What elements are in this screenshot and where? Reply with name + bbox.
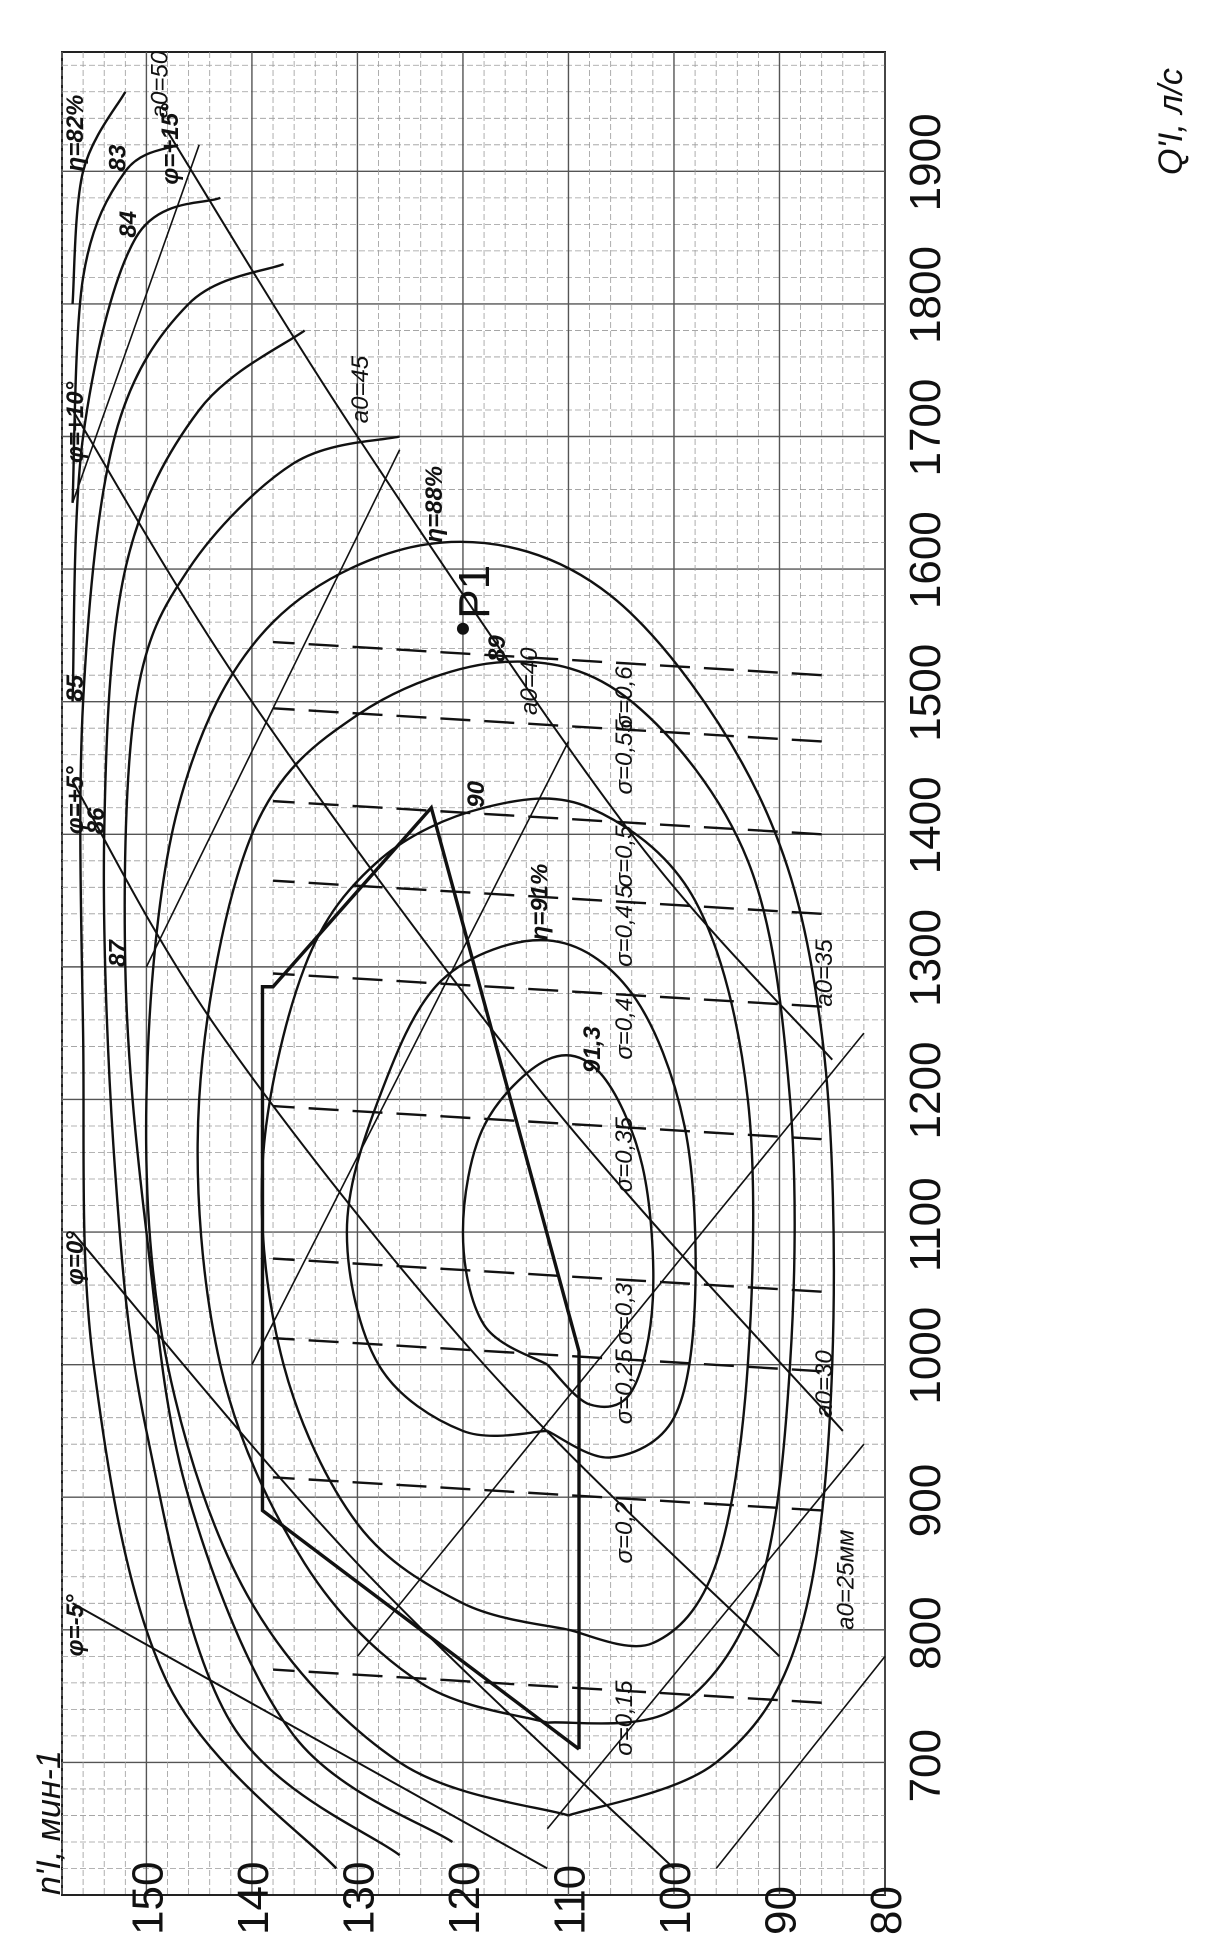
x-tick-label: 1700: [901, 378, 950, 477]
opening-line-label: a0=50: [146, 50, 174, 119]
efficiency-contour-label: 86: [83, 807, 111, 835]
x-tick-label: 1900: [901, 113, 950, 212]
y-tick-label: 90: [756, 1886, 806, 1935]
opening-line-label: a0=40: [515, 647, 543, 715]
x-tick-label: 900: [901, 1463, 950, 1538]
efficiency-contour-label: 87: [104, 940, 132, 967]
sigma-line-label: σ=0,3: [610, 1282, 638, 1345]
efficiency-contour-label: η=88%: [420, 465, 448, 543]
opening-line-label: a0=45: [346, 355, 374, 424]
x-tick-label: 1200: [901, 1041, 950, 1140]
x-tick-label: 1500: [901, 643, 950, 742]
sigma-line-label: σ=0,15: [610, 1680, 638, 1756]
x-tick-label: 1800: [901, 246, 950, 344]
blade-angle-label: φ=-5°: [62, 1594, 90, 1657]
y-tick-label: 130: [334, 1861, 384, 1935]
blade-angle-label: φ=+15°: [157, 103, 185, 185]
opening-line-label: a0=30: [811, 1350, 839, 1418]
efficiency-contour-label: 90: [463, 781, 491, 808]
sigma-line-label: σ=0,4,5: [610, 884, 638, 967]
y-tick-label: 120: [439, 1861, 489, 1935]
x-tick-label: 1300: [901, 908, 950, 1007]
y-tick-label: 110: [545, 1864, 595, 1935]
point-p1-marker: [457, 623, 469, 635]
x-tick-label: 1100: [901, 1177, 950, 1273]
sigma-line-label: σ=0,25: [610, 1349, 638, 1425]
sigma-line-label: σ=0,2: [610, 1501, 638, 1564]
sigma-line-label: σ=0,55: [610, 719, 638, 795]
efficiency-contour-label: 84: [114, 210, 142, 238]
x-tick-label: 800: [901, 1596, 950, 1670]
y-tick-label: 150: [123, 1861, 173, 1935]
x-tick-label: 1400: [901, 776, 950, 875]
y-tick-label: 100: [650, 1861, 700, 1935]
point-p1-label: P1: [449, 564, 499, 619]
efficiency-contour-label: η=91%: [526, 863, 554, 941]
sigma-line-label: σ=0,4: [610, 997, 638, 1060]
sigma-line-label: σ=0,35: [610, 1117, 638, 1193]
efficiency-contour-label: 85: [62, 674, 90, 702]
x-tick-label: 700: [901, 1728, 950, 1803]
efficiency-contour-label: 91,3: [579, 1026, 607, 1073]
blade-angle-label: φ=+5°: [62, 766, 90, 835]
opening-line-label: a0=25мм: [832, 1529, 860, 1630]
efficiency-contour-label: 89: [484, 635, 512, 662]
x-tick-label: 1600: [901, 511, 950, 610]
blade-angle-label: φ=+10°: [62, 381, 90, 464]
y-axis-title: n'I, мин-1: [30, 1750, 68, 1895]
blade-angle-label: φ=0°: [62, 1231, 90, 1286]
sigma-line-label: σ=0,6: [610, 666, 638, 729]
efficiency-contour-label: η=82%: [62, 94, 90, 172]
y-tick-label: 80: [862, 1886, 911, 1935]
opening-line-label: a0=35: [811, 939, 839, 1007]
x-tick-label: 1000: [901, 1306, 950, 1405]
sigma-line-label: σ=0,5: [610, 825, 638, 888]
x-axis-title: Q'I, л/с: [1152, 68, 1190, 175]
efficiency-contour-label: 83: [104, 144, 132, 172]
y-tick-label: 140: [228, 1861, 278, 1935]
